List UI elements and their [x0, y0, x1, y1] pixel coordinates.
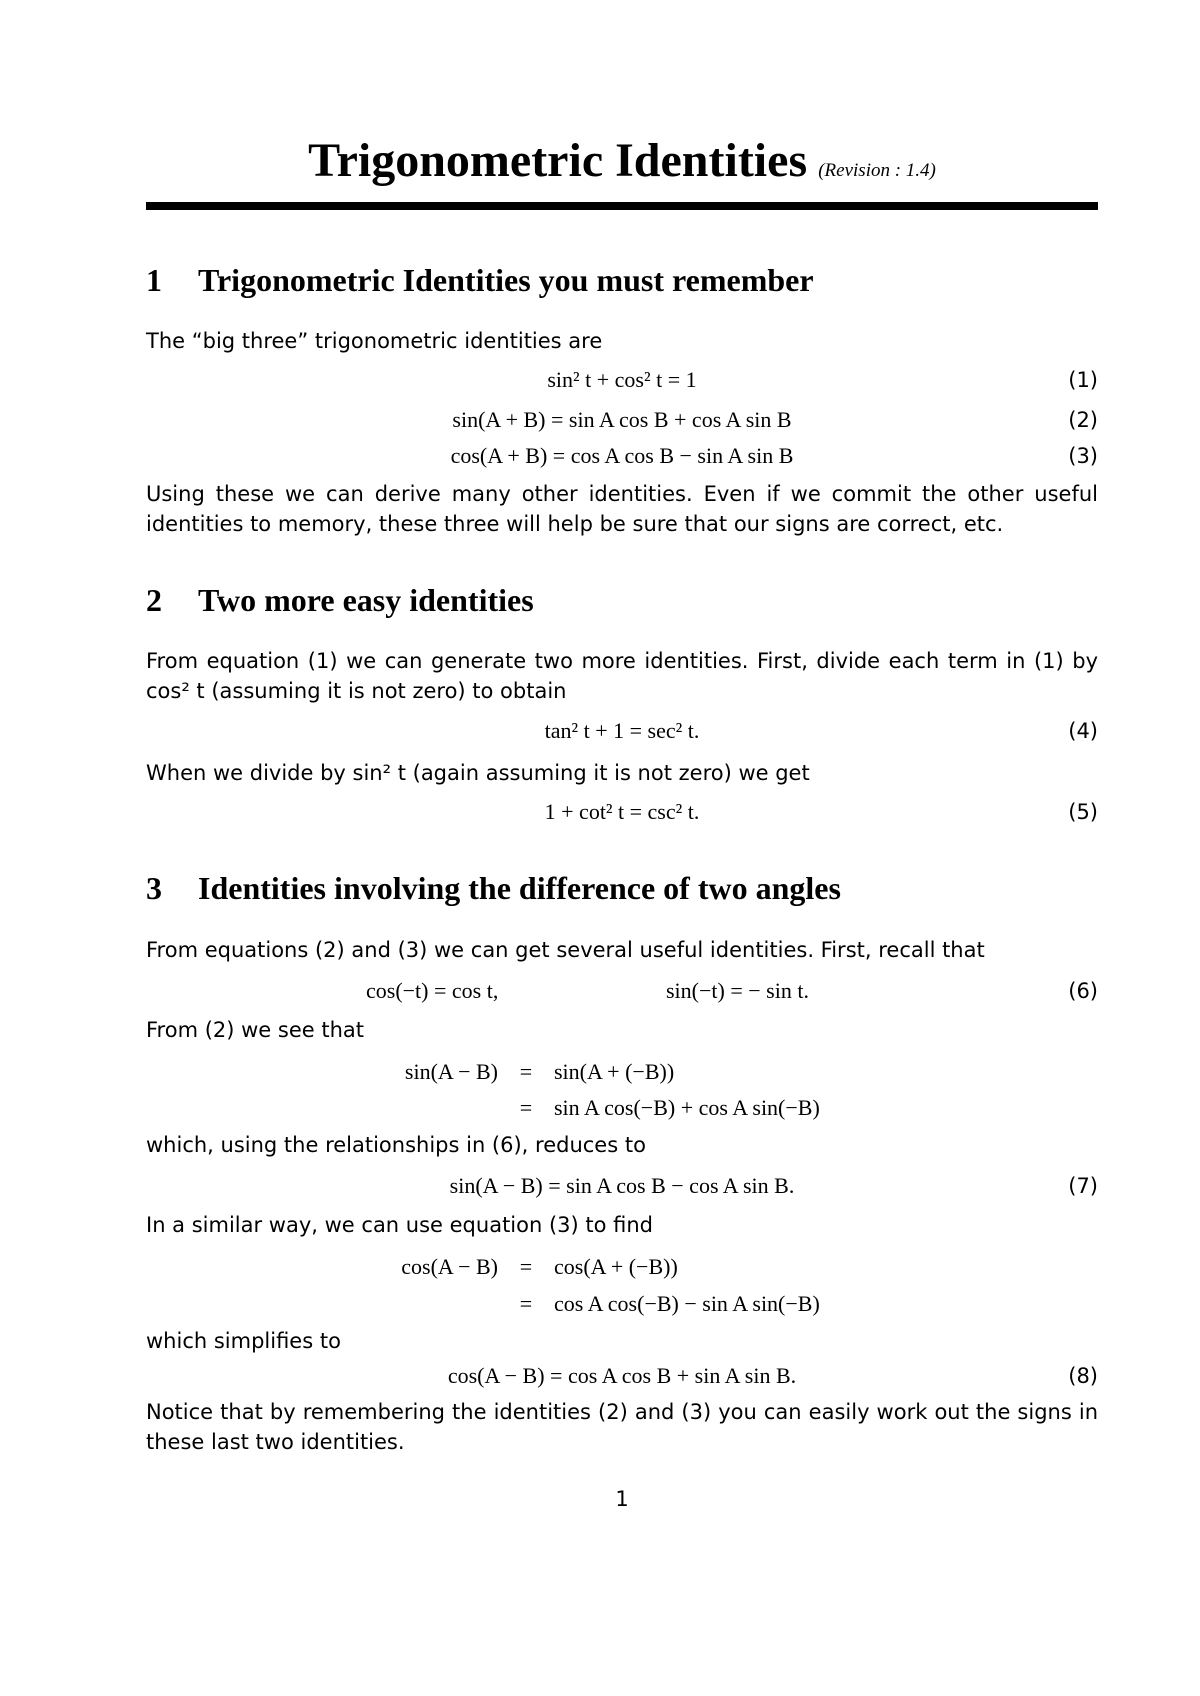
- section-1-intro: The “big three” trigonometric identities are: [146, 329, 603, 353]
- equation-1-expr: sin² t + cos² t = 1: [547, 367, 697, 392]
- section-3-heading: [146, 870, 841, 907]
- document-title: Trigonometric Identities: [308, 134, 808, 187]
- equation-2: [146, 404, 1098, 436]
- title-rule: [146, 202, 1098, 210]
- section-2-heading: [146, 582, 534, 619]
- equation-8: [146, 1360, 1098, 1392]
- section-2-title: Two more easy identities: [198, 582, 534, 618]
- revision-label: (Revision : 1.4): [818, 160, 936, 181]
- section-2-middle: When we divide by sin² t (again assuming it is not zero) we get: [146, 761, 810, 785]
- align-2-row-1-rel: =: [519, 1254, 533, 1279]
- align-1-row-1-rel: =: [519, 1059, 533, 1084]
- align-1-row-1-lhs: sin(A − B): [404, 1059, 498, 1084]
- equation-2-expr: sin(A + B) = sin A cos B + cos A sin B: [452, 407, 792, 432]
- equation-6-right: sin(−t) = − sin t.: [666, 978, 809, 1003]
- align-2-row-1-rhs: cos(A + (−B)): [554, 1254, 678, 1279]
- equation-8-expr: cos(A − B) = cos A cos B + sin A sin B.: [447, 1363, 797, 1388]
- title-row: [146, 133, 1098, 188]
- equation-5-expr: 1 + cot² t = csc² t.: [544, 799, 700, 824]
- section-1-heading: [146, 262, 814, 299]
- equation-4-tag: (4): [1068, 719, 1098, 743]
- equation-4-expr: tan² t + 1 = sec² t.: [544, 718, 700, 743]
- align-2-row-1-lhs: cos(A − B): [401, 1254, 498, 1279]
- section-3-title: Identities involving the difference of two angles: [198, 870, 841, 906]
- section-2-intro: From equation (1) we can generate two more identities. First, divide each term in (1) by cos² t (assuming it is not zero) to obtain: [146, 649, 1098, 703]
- equation-3-expr: cos(A + B) = cos A cos B − sin A sin B: [450, 443, 794, 468]
- section-3-number: 3: [146, 870, 162, 906]
- which-1-text: which, using the relationships in (6), reduces to: [146, 1133, 646, 1157]
- align-1-row-2-rhs: sin A cos(−B) + cos A sin(−B): [554, 1095, 820, 1120]
- section-2-number: 2: [146, 582, 162, 618]
- section-1-title: Trigonometric Identities you must remember: [198, 262, 814, 298]
- align-1-row-1: [146, 1055, 1098, 1089]
- section-3-intro: From equations (2) and (3) we can get several useful identities. First, recall that: [146, 938, 985, 962]
- similar-text: In a similar way, we can use equation (3) to find: [146, 1213, 654, 1237]
- equation-7: [146, 1170, 1098, 1202]
- align-2-row-2-rhs: cos A cos(−B) − sin A sin(−B): [554, 1291, 820, 1316]
- equation-1: [146, 364, 1098, 396]
- equation-7-tag: (7): [1068, 1174, 1098, 1198]
- equation-8-tag: (8): [1068, 1364, 1098, 1388]
- equation-1-tag: (1): [1068, 368, 1098, 392]
- align-2-row-1: [146, 1250, 1098, 1284]
- equation-4: [146, 715, 1098, 747]
- equation-3: [146, 440, 1098, 472]
- from-2-text: From (2) we see that: [146, 1018, 364, 1042]
- equation-6-tag: (6): [1068, 979, 1098, 1003]
- equation-3-tag: (3): [1068, 444, 1098, 468]
- section-1-number: 1: [146, 262, 162, 298]
- document-page: [146, 0, 1098, 1696]
- align-1-row-2-rel: =: [519, 1095, 533, 1120]
- equation-5-tag: (5): [1068, 800, 1098, 824]
- align-2-row-2: [146, 1287, 1098, 1321]
- equation-6-left: cos(−t) = cos t,: [366, 978, 499, 1003]
- equation-2-tag: (2): [1068, 408, 1098, 432]
- equation-5: [146, 796, 1098, 828]
- align-1-row-1-rhs: sin(A + (−B)): [554, 1059, 675, 1084]
- which-2-text: which simplifies to: [146, 1329, 341, 1353]
- equation-6: [146, 975, 1098, 1007]
- align-1-row-2: [146, 1091, 1098, 1125]
- section-1-outro: Using these we can derive many other identities. Even if we commit the other useful identities to memory, these three will help be sure that our signs are correct, etc.: [146, 482, 1098, 536]
- equation-7-expr: sin(A − B) = sin A cos B − cos A sin B.: [449, 1173, 795, 1198]
- align-2-row-2-rel: =: [519, 1291, 533, 1316]
- notice-text: Notice that by remembering the identities (2) and (3) you can easily work out the signs in these last two identities.: [146, 1400, 1098, 1454]
- page-number: 1: [615, 1487, 629, 1511]
